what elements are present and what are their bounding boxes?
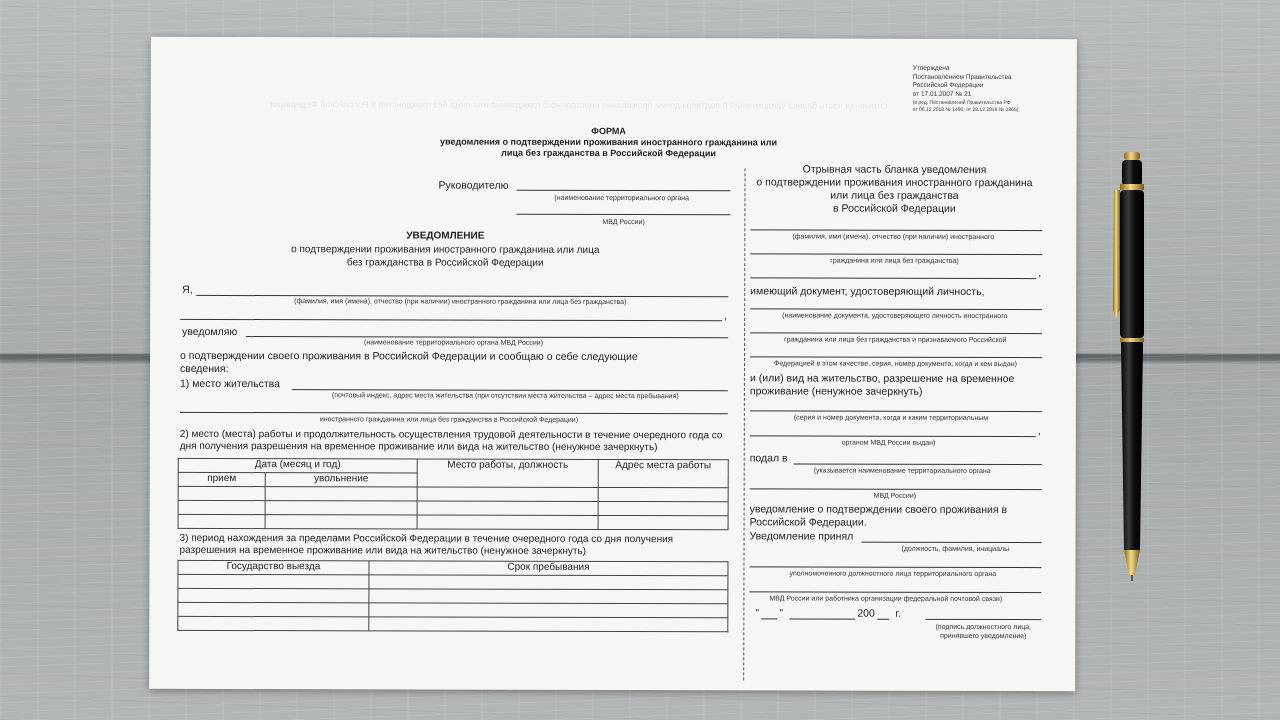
date-month-line xyxy=(789,618,855,619)
table-cell xyxy=(178,514,265,528)
table-cell xyxy=(369,589,728,604)
signature-hint: (подпись должностного лица, принявшего уведомление) xyxy=(935,623,1032,641)
tear-hint-9: МВД России) xyxy=(873,492,917,500)
tear-accepted-label: Уведомление принял xyxy=(749,530,854,543)
tear-fio-line xyxy=(750,229,1042,231)
address-hint-2: иностранного гражданина или лица без гражданства в Российской Федерации) xyxy=(319,416,579,424)
fio-line xyxy=(196,295,728,297)
work-table xyxy=(178,458,729,530)
tear-doc-label: имеющий документ, удостоверяющий личность, xyxy=(750,285,985,298)
work-section-line-2: дня получения разрешения на временное проживание или вида на жительство (ненужное зачеркнуть) xyxy=(179,440,658,454)
head-hint: (наименование территориального органа xyxy=(554,194,690,203)
tear-permit-line xyxy=(750,410,1042,412)
fio-comma: , xyxy=(724,310,728,323)
period-header: Срок пребывания xyxy=(369,561,728,576)
statement-line-1: о подтверждении своего проживания в Российской Федерации и сообщаю о себе следующие xyxy=(180,349,638,364)
table-cell xyxy=(178,588,369,603)
tear-hint-12: МВД России или работника организации федеральной почтовой связи) xyxy=(769,595,1003,604)
table-cell xyxy=(178,574,369,589)
tear-hint-2: гражданина или лица без гражданства) xyxy=(830,257,959,265)
tear-accepted-line xyxy=(862,542,1042,543)
fire-header: увольнение xyxy=(265,473,417,487)
notification-form-sheet xyxy=(149,37,1077,691)
country-header: Государство выезда xyxy=(178,560,369,575)
date-year-suffix: г. xyxy=(895,607,901,620)
tear-hint-1: (фамилия, имя (имена), отчество (при наличии) иностранного xyxy=(792,233,995,241)
abroad-section-line-2: разрешения на временное проживание или вида на жительство (ненужное зачеркнуть) xyxy=(179,544,587,557)
head-line xyxy=(516,190,730,192)
date-quote-close: " xyxy=(779,607,784,620)
pen-image xyxy=(1110,150,1156,590)
table-cell xyxy=(369,575,728,590)
statement-line-2: сведения: xyxy=(179,362,229,375)
head-hint-2: МВД России) xyxy=(602,218,645,227)
table-cell xyxy=(417,515,598,529)
tear-hint-4: гражданина или лица без гражданства и признаваемого Российской xyxy=(784,336,1007,345)
tear-doc-line xyxy=(750,308,1042,310)
tear-accepted-line-3 xyxy=(749,591,1041,593)
tear-comma-2: , xyxy=(1037,425,1041,438)
tear-filed-label: подал в xyxy=(749,452,788,465)
residence-label: 1) место жительства xyxy=(179,377,281,391)
signature-line xyxy=(925,619,1041,620)
tear-doc-line-2 xyxy=(750,332,1042,334)
tear-hint-6: (серия и номер документа, когда и каким территориальным xyxy=(793,414,989,422)
tear-filed-line-2 xyxy=(750,488,1042,490)
tear-notice-line-1: уведомление о подтверждении своего проживания в xyxy=(749,503,1008,517)
head-line-2 xyxy=(516,214,730,216)
tear-comma-1: , xyxy=(1038,267,1042,280)
i-label: Я, xyxy=(182,283,193,296)
form-title: ФОРМА уведомления о подтверждении проживания иностранного гражданина или лица без гражданства в Российской Федерации xyxy=(440,125,778,159)
notify-label: уведомляю xyxy=(182,325,238,339)
organ-hint: (наименование территориального органа МВД России) xyxy=(364,339,544,347)
tear-hint-11: уполномоченного должностного лица территориального органа xyxy=(789,570,997,579)
date-year-prefix: 200 xyxy=(857,607,875,620)
abroad-table xyxy=(177,560,728,632)
tear-permit-line-1: и (или) вид на жительство, разрешение на временное xyxy=(749,372,1015,386)
date-quote-open: " xyxy=(755,607,760,620)
address-header: Адрес места работы xyxy=(598,459,728,487)
table-cell xyxy=(265,501,417,515)
table-cell xyxy=(178,500,265,514)
table-cell xyxy=(265,487,417,501)
fio-line-2 xyxy=(180,319,722,321)
abroad-section-line-1: 3) период нахождения за пределами Российской Федерации в течение очередного года со дня получения xyxy=(179,532,674,546)
table-cell xyxy=(417,501,598,515)
tear-hint-8: (указывается наименование территориального органа xyxy=(813,467,991,475)
hire-header: прием xyxy=(178,472,265,486)
table-cell xyxy=(369,603,728,618)
table-cell xyxy=(265,515,417,529)
tear-permit-line-2: проживание (ненужное зачеркнуть) xyxy=(749,385,923,398)
tear-notice-line-2: Российской Федерации. xyxy=(749,516,867,529)
organ-line xyxy=(246,336,728,338)
date-year-line xyxy=(877,619,889,620)
bleed-through-text: Отрывная часть бланка уведомления о подтверждении проживания иностранного гражданина или лица без гражданства в Российской Федерации xyxy=(270,99,888,111)
date-day-line xyxy=(761,618,777,619)
residence-line-2 xyxy=(180,412,728,414)
table-cell xyxy=(178,616,369,630)
address-hint: (почтовый индекс, адрес места жительства (при отсутствии места жительства – адрес места пребывания) xyxy=(331,392,679,401)
residence-line xyxy=(292,389,728,391)
work-section-line-1: 2) место (места) работы и продолжительность осуществления трудовой деятельности в течение очередного года со xyxy=(179,428,723,442)
table-cell xyxy=(598,501,728,515)
tear-off-dashed-line xyxy=(743,168,745,680)
date-header: Дата (месяц и год) xyxy=(178,458,417,473)
place-header: Место работы, должность xyxy=(417,459,598,487)
notice-title: УВЕДОМЛЕНИЕ xyxy=(406,230,485,242)
table-cell xyxy=(178,486,265,500)
approval-block: Утверждена Постановлением Правительства Российской Федерации от 17.01.2007 № 21 (в ред. Постановлений Правительства РФ от 06.12.2018 № 1490, от 28.12.2019 № 1865) xyxy=(912,64,1019,114)
tear-hint-3: (наименование документа, удостоверяющего личность иностранного xyxy=(782,312,1008,321)
tear-doc-line-3 xyxy=(750,356,1042,358)
tear-fio-line-2 xyxy=(750,253,1042,255)
table-cell xyxy=(598,515,728,529)
notice-subtitle-2: без гражданства в Российской Федерации xyxy=(346,257,544,269)
tear-off-title: Отрывная часть бланка уведомления о подтверждении проживания иностранного гражданина или лица без гражданства в Российской Федерации xyxy=(756,163,1033,215)
table-cell xyxy=(369,617,728,632)
tear-fio-line-3 xyxy=(750,277,1036,279)
tear-hint-5: Федерацией в этом качестве, серия, номер документа, когда и кем выдан) xyxy=(773,360,1017,369)
table-cell xyxy=(598,487,728,501)
table-cell xyxy=(417,487,598,501)
tear-permit-line-2b xyxy=(750,435,1036,437)
table-cell xyxy=(178,602,369,617)
tear-accepted-line-2 xyxy=(749,566,1041,568)
tear-filed-line xyxy=(794,463,1042,465)
to-head-label: Руководителю xyxy=(438,179,509,192)
tear-hint-7: органом МВД России выдан) xyxy=(841,439,936,447)
notice-subtitle-1: о подтверждении проживания иностранного гражданина или лица xyxy=(291,244,600,256)
tear-hint-10: (должность, фамилия, инициалы xyxy=(901,545,1010,554)
fio-hint: (фамилия, имя (имена), отчество (при наличии) иностранного гражданина или лица без гражданства) xyxy=(294,298,627,307)
